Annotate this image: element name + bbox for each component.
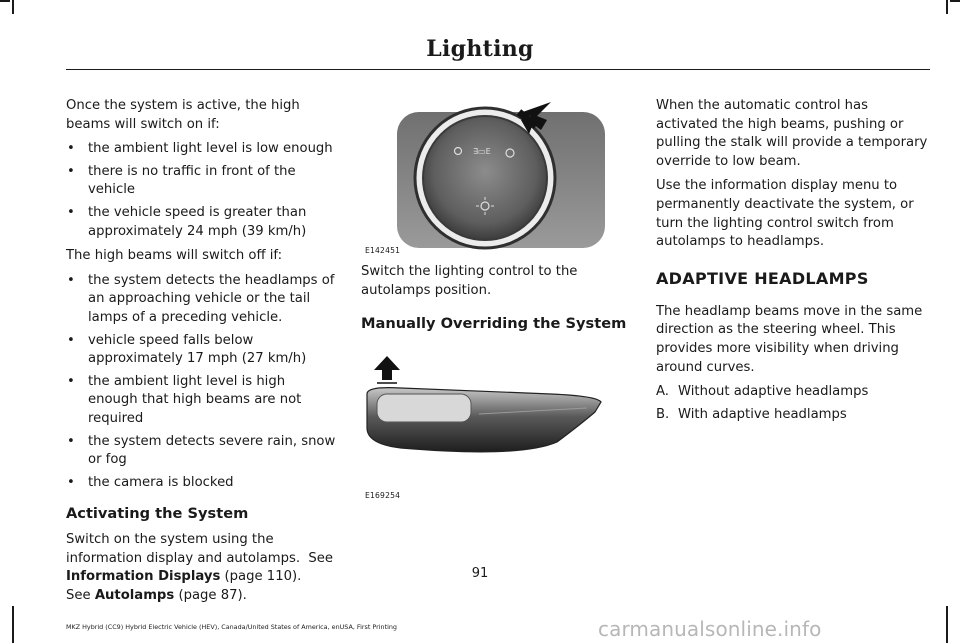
list-item: • the system detects severe rain, snow or fog xyxy=(66,433,338,470)
crop-mark xyxy=(950,0,960,2)
list-item: • the ambient light level is low enough xyxy=(66,140,338,159)
list-item xyxy=(656,383,932,402)
page-number: 91 xyxy=(471,566,489,581)
ref-information-displays[interactable]: Information Displays xyxy=(66,569,221,585)
crop-mark xyxy=(0,0,10,2)
crop-mark xyxy=(946,0,948,14)
control-dial xyxy=(423,116,547,240)
middle-column-text xyxy=(361,263,637,341)
adaptive-headlamps-heading: ADAPTIVE HEADLAMPS xyxy=(656,268,869,288)
activating-heading: Activating the System xyxy=(66,505,249,523)
override-heading: Manually Overriding the System xyxy=(361,315,627,333)
list-item: • vehicle speed falls below approximately 17 mph (27 km/h) xyxy=(66,332,338,369)
item-text: Without adaptive headlamps xyxy=(678,384,869,400)
see-label: See xyxy=(66,588,91,604)
list-item: • the ambient light level is high enough that high beams are not required xyxy=(66,373,338,429)
list-item xyxy=(656,406,932,425)
footer-text: MKZ Hybrid (CC9) Hybrid Electric Vehicle (HEV), Canada/United States of America, enUSA, First Printing xyxy=(66,623,397,631)
lighting-control-figure xyxy=(361,96,633,260)
off-conditions-list xyxy=(66,272,338,493)
activating-sentence: Switch on the system using the information display and autolamps. xyxy=(66,532,301,566)
page-title: Lighting xyxy=(426,36,534,62)
parking-lamp-icon: ∃▭E xyxy=(473,147,491,156)
stalk-figure xyxy=(361,346,633,502)
list-item: • the system detects the headlamps of an approaching vehicle or the tail lamps of a preceding vehicle. xyxy=(66,272,338,328)
lighting-control-illustration xyxy=(361,96,633,260)
figure-2-label: E169254 xyxy=(365,491,401,500)
watermark: carmanualsonline.info xyxy=(598,617,822,641)
list-item: • the camera is blocked xyxy=(66,474,338,493)
stalk-tip xyxy=(377,394,471,422)
item-marker: A. xyxy=(656,384,669,400)
left-column xyxy=(66,97,338,612)
right-column xyxy=(656,97,932,428)
list-item: • the vehicle speed is greater than approximately 24 mph (39 km/h) xyxy=(66,204,338,241)
crop-mark xyxy=(12,606,14,643)
switch-instruction: Switch the lighting control to the autolamps position. xyxy=(361,264,578,298)
push-arrow-icon xyxy=(374,356,400,380)
adaptive-text: The headlamp beams move in the same direction as the steering wheel. This provides more visibility when driving around curves. xyxy=(656,303,923,375)
item-marker: B. xyxy=(656,406,670,422)
on-conditions-list xyxy=(66,140,338,241)
ref-autolamps[interactable]: Autolamps xyxy=(94,588,175,604)
item-text: With adaptive headlamps xyxy=(678,406,847,422)
override-text: When the automatic control has activated the high beams, pushing or pulling the stalk will provide a temporary override to low beam. xyxy=(656,98,928,169)
list-item: • there is no traffic in front of the vehicle xyxy=(66,163,338,200)
crop-mark xyxy=(946,606,948,643)
title-rule xyxy=(66,69,930,70)
crop-mark xyxy=(12,0,14,14)
figure-1-label: E142451 xyxy=(365,246,401,255)
off-intro-text: The high beams will switch off if: xyxy=(66,248,283,264)
intro-text: Once the system is active, the high beams will switch on if: xyxy=(66,98,300,132)
see-label: See xyxy=(308,550,334,566)
ref-page: (page 110). xyxy=(224,569,302,585)
deactivate-text: Use the information display menu to permanently deactivate the system, or turn the lighting control switch from autolamps to headlamps. xyxy=(656,178,914,250)
stalk-illustration xyxy=(361,346,633,502)
ref-page: (page 87). xyxy=(178,588,247,604)
figure-key-list xyxy=(656,383,932,424)
